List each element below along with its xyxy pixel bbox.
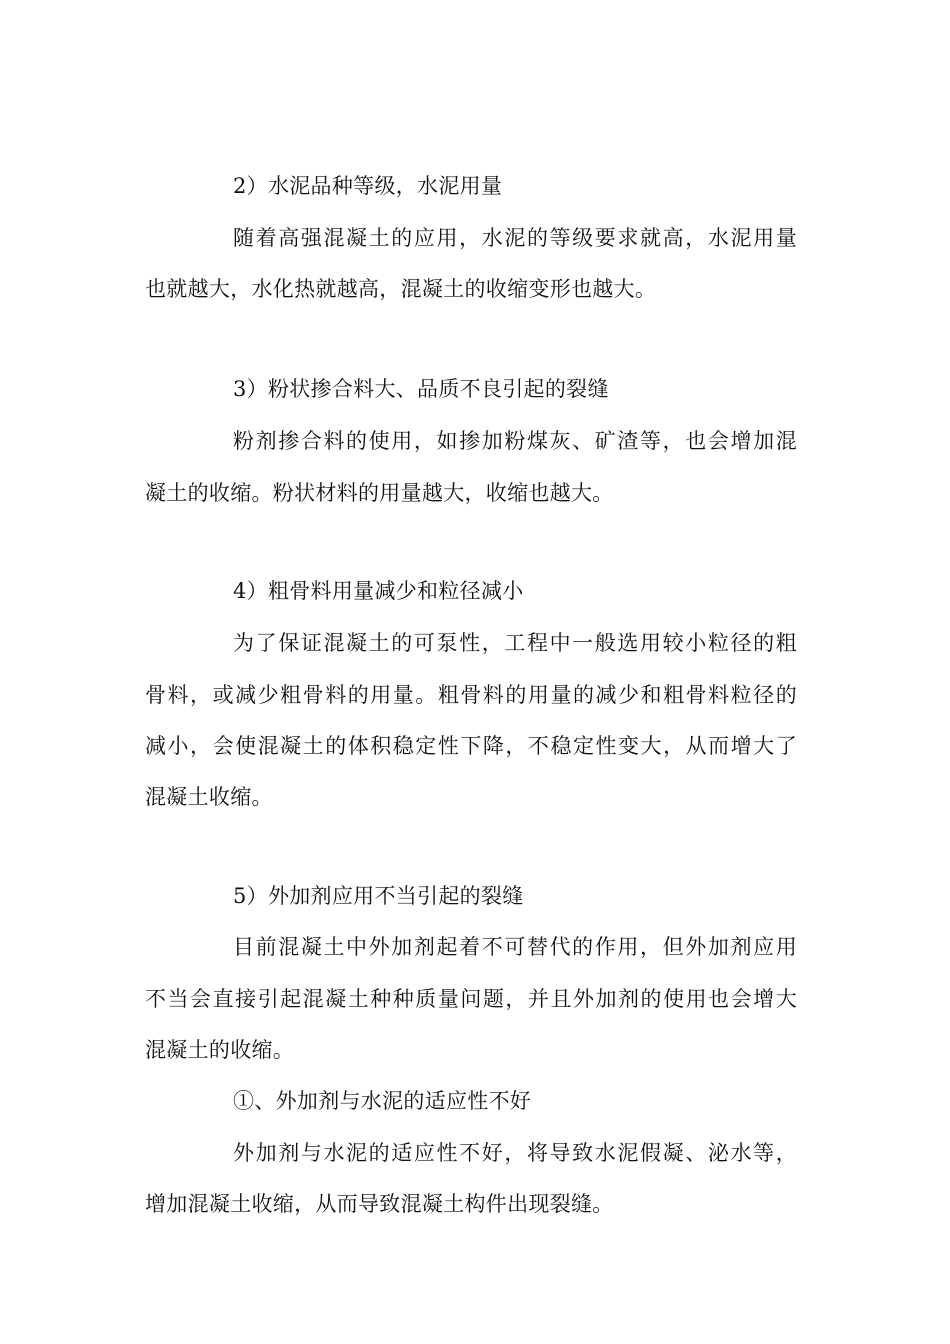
section-heading-4: 4）粗骨料用量减少和粒径减小 bbox=[233, 579, 524, 603]
paragraph-line: 外加剂与水泥的适应性不好，将导致水泥假凝、泌水等， bbox=[233, 1141, 797, 1165]
section-heading-5: 5）外加剂应用不当引起的裂缝 bbox=[233, 884, 524, 908]
paragraph-line: 粉剂掺合料的使用，如掺加粉煤灰、矿渣等，也会增加混 bbox=[233, 429, 797, 453]
paragraph-line: 为了保证混凝土的可泵性，工程中一般选用较小粒径的粗 bbox=[233, 631, 797, 655]
subsection-heading: ①、外加剂与水泥的适应性不好 bbox=[233, 1089, 532, 1113]
paragraph-line: 不当会直接引起混凝土种种质量问题，并且外加剂的使用也会增大 bbox=[145, 987, 797, 1011]
paragraph-line: 凝土的收缩。粉状材料的用量越大，收缩也越大。 bbox=[145, 481, 614, 505]
paragraph-line: 混凝土收缩。 bbox=[145, 785, 273, 809]
paragraph-line: 混凝土的收缩。 bbox=[145, 1038, 295, 1062]
section-heading-3: 3）粉状掺合料大、品质不良引起的裂缝 bbox=[233, 377, 609, 401]
paragraph-line: 骨料，或减少粗骨料的用量。粗骨料的用量的减少和粗骨料粒径的 bbox=[145, 683, 797, 707]
paragraph-line: 增加混凝土收缩，从而导致混凝土构件出现裂缝。 bbox=[145, 1192, 614, 1216]
paragraph-line: 也就越大，水化热就越高，混凝土的收缩变形也越大。 bbox=[145, 277, 657, 301]
paragraph-line: 目前混凝土中外加剂起着不可替代的作用，但外加剂应用 bbox=[233, 935, 797, 959]
paragraph-line: 减小，会使混凝土的体积稳定性下降，不稳定性变大，从而增大了 bbox=[145, 734, 797, 758]
section-heading-2: 2）水泥品种等级，水泥用量 bbox=[233, 174, 503, 198]
paragraph-line: 随着高强混凝土的应用，水泥的等级要求就高，水泥用量 bbox=[233, 226, 797, 250]
